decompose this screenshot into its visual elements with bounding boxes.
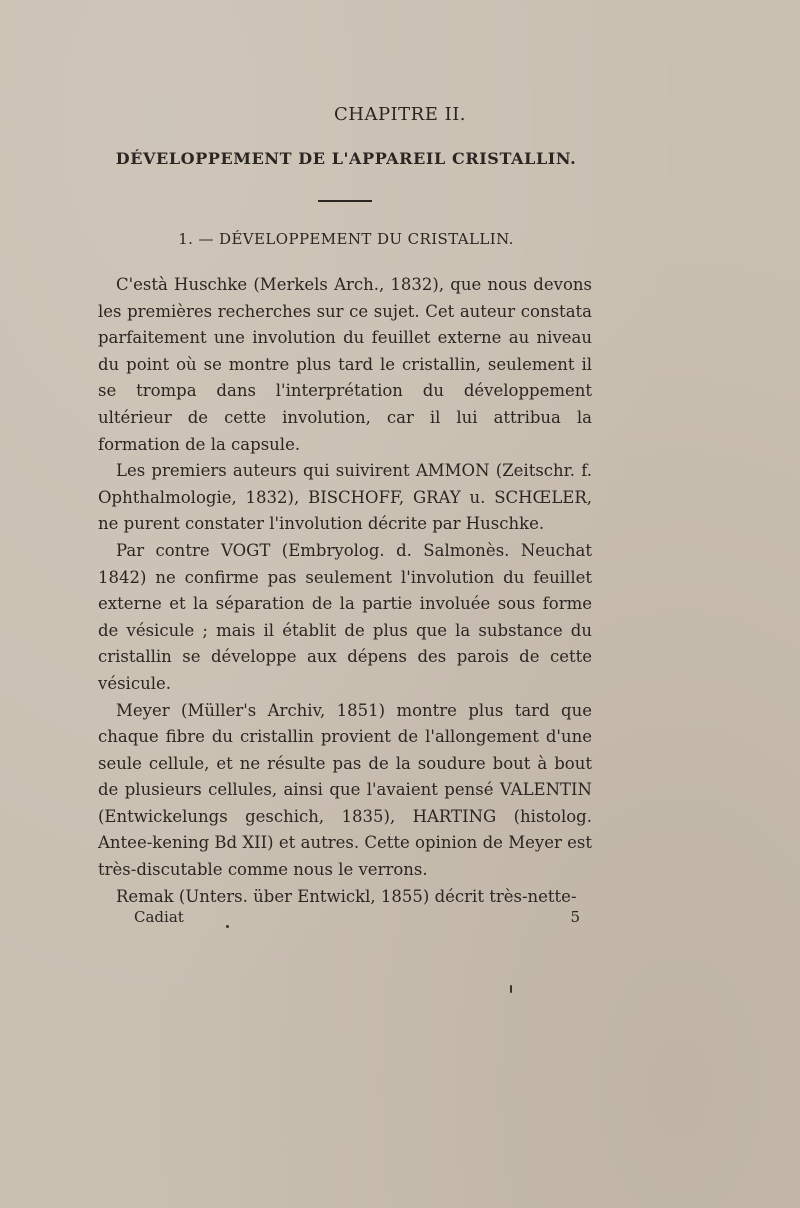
paragraph: Meyer (Müller's Archiv, 1851) montre plus tard que chaque fibre du cristallin provient de l'allongement d'une seule cellule, et ne résulte pas de la soudure bout à bout de plusieurs cellules, ainsi que l'avaient pensé VALENTIN (Entwickelungs geschich, 1835), HARTING (histolog. Antee-kening Bd XII) et autres. Cette opinion de Meyer est très-discutable comme nous le verrons. (98, 700, 592, 880)
subsection-heading: 1. — DÉVELOPPEMENT DU CRISTALLIN. (178, 230, 514, 248)
body-text (98, 272, 592, 910)
paragraph: Par contre VOGT (Embryolog. d. Salmonès. Neuchat 1842) ne confirme pas seulement l'involution du feuillet externe et la séparation de la partie involuée sous forme de vésicule ; mais il établit de plus que la substance du cristallin se développe aux dépens des parois de cette vésicule. (98, 540, 592, 693)
chapter-heading: CHAPITRE II. (333, 104, 467, 125)
ink-speck (226, 925, 229, 928)
title-divider (318, 200, 372, 202)
ink-speck (510, 985, 512, 993)
page-footer (134, 908, 580, 926)
paragraph: Remak (Unters. über Entwickl, 1855) décrit très-nette- (116, 886, 577, 906)
paragraph: Les premiers auteurs qui suivirent AMMON (Zeitschr. f. Ophthalmologie, 1832), BISCHOFF, GRAY u. SCHŒLER, ne purent constater l'involution décrite par Huschke. (98, 461, 592, 534)
footer-author: Cadiat (134, 908, 184, 926)
footer-signature: 5 (570, 908, 580, 926)
paragraph: C'està Huschke (Merkels Arch., 1832), que nous devons les premières recherches sur ce sujet. Cet auteur constata parfaitement une involution du feuillet externe au niveau du point où se montre plus tard le cristallin, seulement il se trompa dans l'interprétation du développement ultérieur de cette involution, car il lui attribua la formation de la capsule. (98, 275, 592, 454)
section-title: DÉVELOPPEMENT DE L'APPAREIL CRISTALLIN. (115, 149, 577, 168)
